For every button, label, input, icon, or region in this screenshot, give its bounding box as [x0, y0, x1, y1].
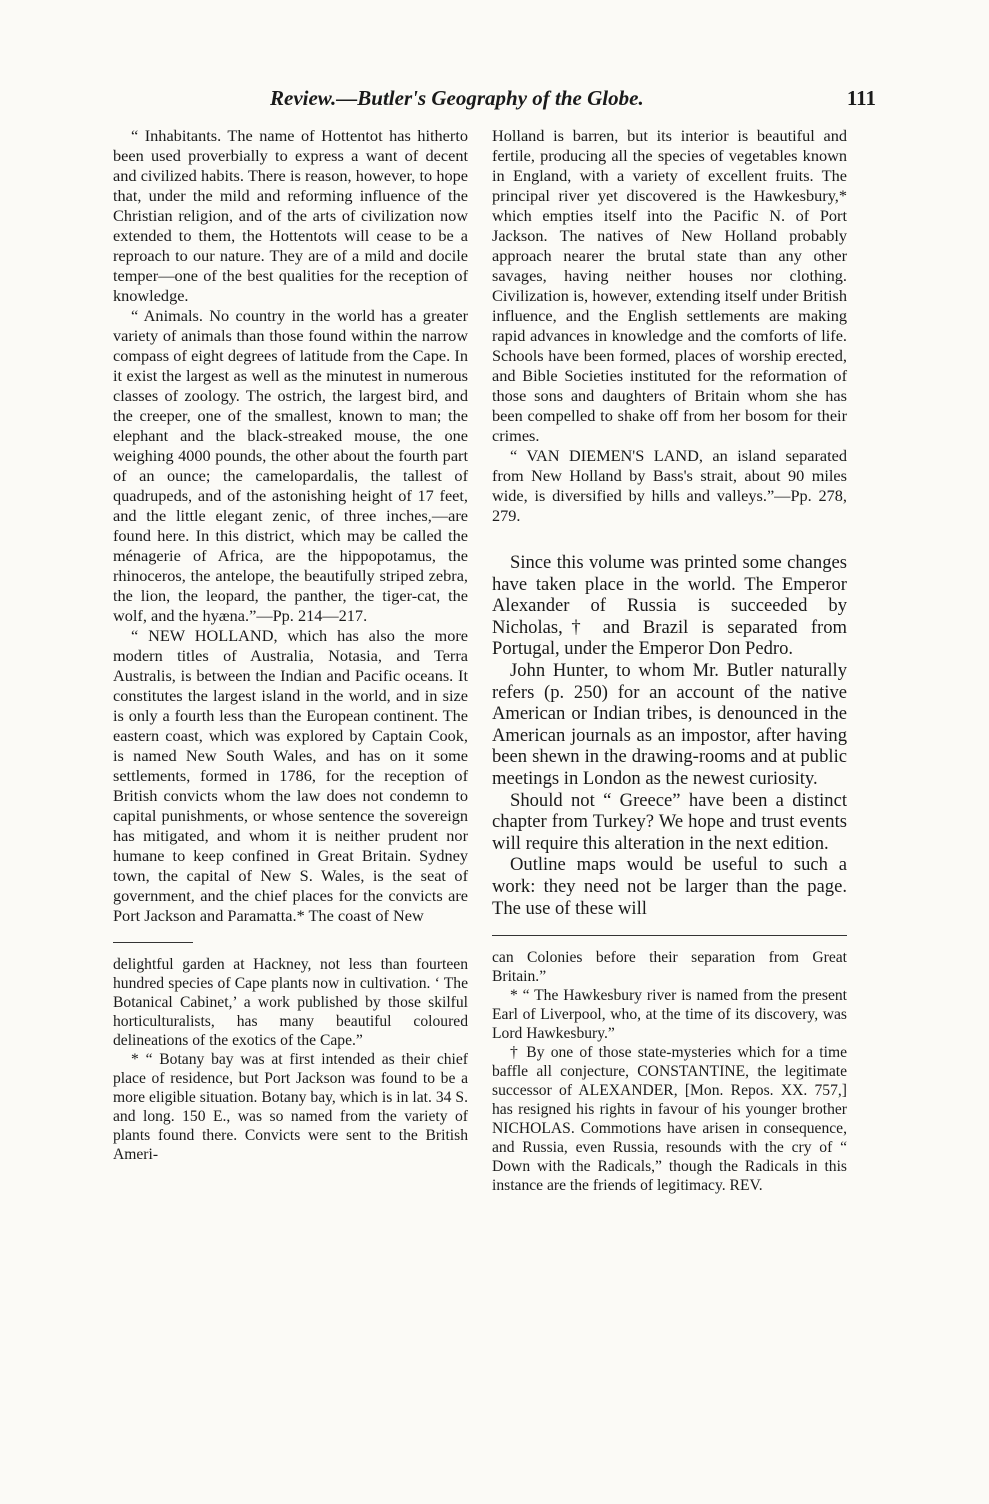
paragraph-new-holland: “ NEW HOLLAND, which has also the more modern titles of Australia, Notasia, and Terra Australis, is between the Indian and Pacific oceans. It constitutes the largest island in the world, and in size is only a fourth less than the European continent. The eastern coast, which was explored by Captain Cook, is named New South Wales, and has on it some settlements, formed in 1786, for the reception of British convicts whom the law does not condemn to capital punishments, or whose sentence the sovereign has mitigated, and whom it is neither prudent nor humane to keep confined in Great Britain. Sydney town, the capital of New S. Wales, is the seat of government, and the chief places for the convicts are Port Jackson and Paramatta.* The coast of New: [113, 626, 468, 925]
paragraph-new-holland-continued: Holland is barren, but its interior is beautiful and fertile, producing all the species of vegetables known in England, with a variety of excellent fruits. The principal river yet discovered is the Hawkesbury,* which empties itself into the Pacific N. of Port Jackson. The natives of New Holland probably approach nearer the brutal state than any other savages, having neither houses nor clothing. Civilization is, however, extending itself under British influence, and the English settlements are making rapid advances in knowledge and the comforts of life. Schools have been formed, places of worship erected, and Bible Societies instituted for the reformation of those sons and daughters of Britain whom she has been compelled to shake off from her bosom for their crimes.: [492, 126, 847, 445]
section-gap: [492, 526, 847, 552]
page-number: 111: [846, 86, 876, 110]
footnote-divider: [492, 935, 847, 936]
footnote-divider: [113, 942, 193, 943]
footnote-hawkesbury: * “ The Hawkesbury river is named from the present Earl of Liverpool, who, at the time of its discovery, was Lord Hawkesbury.”: [492, 987, 847, 1043]
paragraph-john-hunter: John Hunter, to whom Mr. Butler naturally refers (p. 250) for an account of the native American or Indian tribes, is denounced in the American journals as an impostor, after having been shewn in the drawing-rooms and at public meetings in London as the newest curiosity.: [492, 659, 847, 789]
left-footnotes: [113, 955, 468, 1164]
paragraph-changes: Since this volume was printed some changes have taken place in the world. The Emperor Alexander of Russia is succeeded by Nicholas,† and Brazil is separated from Portugal, under the Emperor Don Pedro.: [492, 552, 847, 660]
right-footnotes: [492, 948, 847, 1195]
paragraph-greece: Should not “ Greece” have been a distinct chapter from Turkey? We hope and trust events will require this alteration in the next edition.: [492, 789, 847, 854]
paragraph-inhabitants: “ Inhabitants. The name of Hottentot has hitherto been used proverbially to express a want of decent and civilized habits. There is reason, however, to hope that, under the mild and reforming influence of the Christian religion, and of the arts of civilization now extended to them, the Hottentots will cease to be a reproach to our nature. They are of a mild and docile temper—one of the best qualities for the reception of knowledge.: [113, 126, 468, 305]
right-column: [492, 126, 847, 1195]
review-body: [492, 552, 847, 919]
paragraph-van-diemens-land: “ VAN DIEMEN'S LAND, an island separated from New Holland by Bass's strait, about 90 miles wide, is diversified by hills and valleys.”—Pp. 278, 279.: [492, 446, 847, 525]
footnote-botany-bay: * “ Botany bay was at first intended as their chief place of residence, but Port Jackson was found to be a more eligible situation. Botany bay, which is in lat. 34 S. and long. 150 E., was so named from the variety of plants found there. Convicts were sent to the British Ameri-: [113, 1051, 468, 1163]
running-title: Review.—Butler's Geography of the Globe.: [270, 86, 644, 110]
paragraph-animals: “ Animals. No country in the world has a greater variety of animals than those found within the narrow compass of eight degrees of latitude from the Cape. In it exist the largest as well as the minutest in numerous classes of zoology. The ostrich, the largest bird, and the creeper, one of the smallest, known to man; the elephant and the black-streaked mouse, the one weighing 4000 pounds, the other about the fourth part of an ounce; the camelopardalis, the tallest of quadrupeds, and of the astonishing height of 17 feet, and the little elegant zenic, of three inches,—are found here. In this district, which may be called the ménagerie of Africa, are the hippopotamus, the rhinoceros, the antelope, the beautifully striped zebra, the lion, the leopard, the panther, the tiger-cat, the wolf, and the hyæna.”—Pp. 214—217.: [113, 306, 468, 625]
footnote-continued: delightful garden at Hackney, not less than fourteen hundred species of Cape plants now in cultivation. ‘ The Botanical Cabinet,’ a work published by those skilful horticulturalists, has many beautiful coloured delineations of the exotics of the Cape.”: [113, 956, 468, 1049]
footnote-state-mysteries: † By one of those state-mysteries which for a time baffle all conjecture, CONSTANTINE, the legitimate successor of ALEXANDER, [Mon. Repos. XX. 757,] has resigned his rights in favour of his younger brother NICHOLAS. Commotions have arisen in consequence, and Russia, even Russia, resounds with the cry of “ Down with the Radicals,” though the Radicals in this instance are the friends of legitimacy. REV.: [492, 1044, 847, 1195]
left-column: [113, 126, 468, 1164]
footnote-continued: can Colonies before their separation from Great Britain.”: [492, 949, 847, 986]
paragraph-outline-maps: Outline maps would be useful to such a work: they need not be larger than the page. The use of these will: [492, 854, 847, 919]
